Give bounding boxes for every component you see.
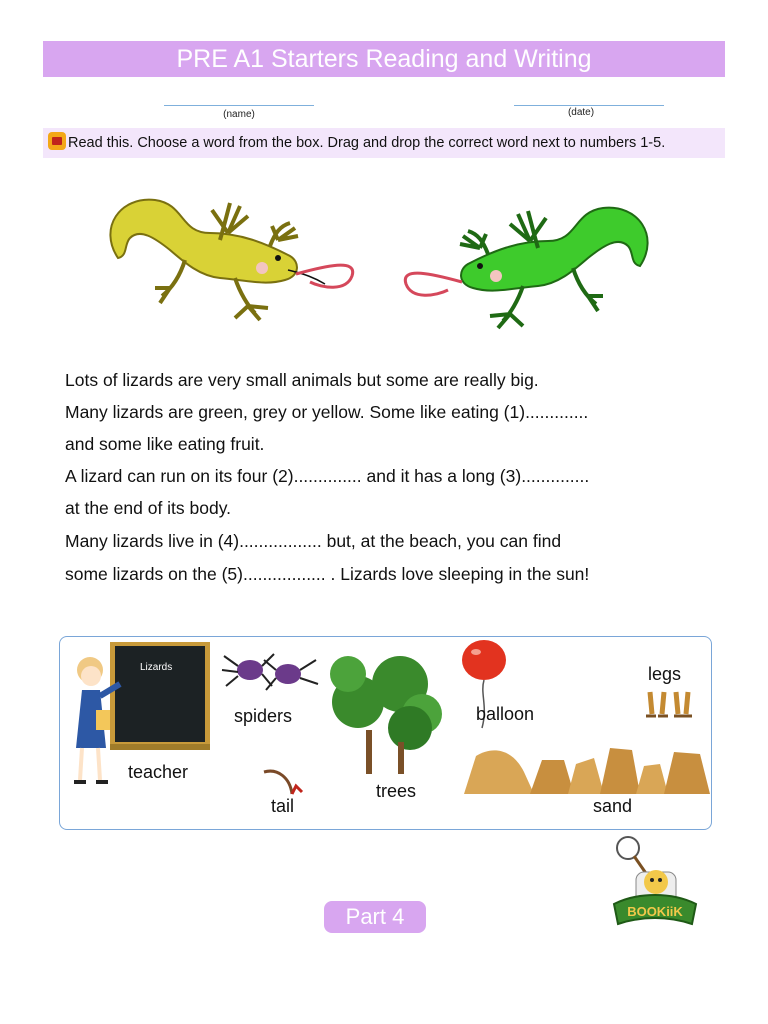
word-teacher[interactable]: teacher [128, 762, 189, 782]
bookiik-logo [608, 834, 702, 934]
part-label: Part 4 [345, 904, 405, 929]
tail-image [262, 764, 306, 798]
passage-line: some lizards on the (5)................. . Lizards love sleeping in the sun! [65, 564, 590, 584]
passage-line: Many lizards are green, grey or yellow. Some like eating (1)............. [65, 402, 589, 422]
title-bar [43, 41, 725, 77]
name-label: (name) [223, 109, 255, 120]
page-title: PRE A1 Starters Reading and Writing [176, 45, 592, 73]
passage-line: Many lizards live in (4)................. but, at the beach, you can find [65, 531, 562, 551]
date-field[interactable] [514, 105, 664, 106]
trees-image [326, 644, 444, 776]
svg-text:BOOKiiK: BOOKiiK [627, 904, 683, 919]
sand-image [464, 742, 710, 796]
word-balloon[interactable]: balloon [476, 704, 535, 724]
yellow-lizard-image [100, 188, 362, 328]
word-sand[interactable]: sand [593, 796, 633, 816]
passage-line: at the end of its body. [65, 498, 232, 518]
blackboard-text: Lizards [140, 662, 173, 673]
instruction-text: Read this. Choose a word from the box. Drag and drop the correct word next to numbers 1-5. [68, 135, 666, 151]
green-lizard-image [396, 196, 658, 336]
book-icon [48, 132, 66, 150]
word-spiders[interactable]: spiders [234, 706, 293, 726]
passage-line: and some like eating fruit. [65, 434, 265, 454]
legs-image [642, 690, 694, 718]
passage-line: Lots of lizards are very small animals but some are really big. [65, 370, 539, 390]
spiders-image [220, 648, 320, 698]
passage-line: A lizard can run on its four (2).............. and it has a long (3).............. [65, 466, 590, 486]
part-badge [324, 901, 426, 933]
date-label: (date) [567, 107, 595, 118]
word-tail[interactable]: tail [271, 796, 295, 816]
word-legs[interactable]: legs [648, 664, 682, 684]
word-trees[interactable]: trees [376, 781, 417, 801]
name-field[interactable] [164, 105, 314, 106]
